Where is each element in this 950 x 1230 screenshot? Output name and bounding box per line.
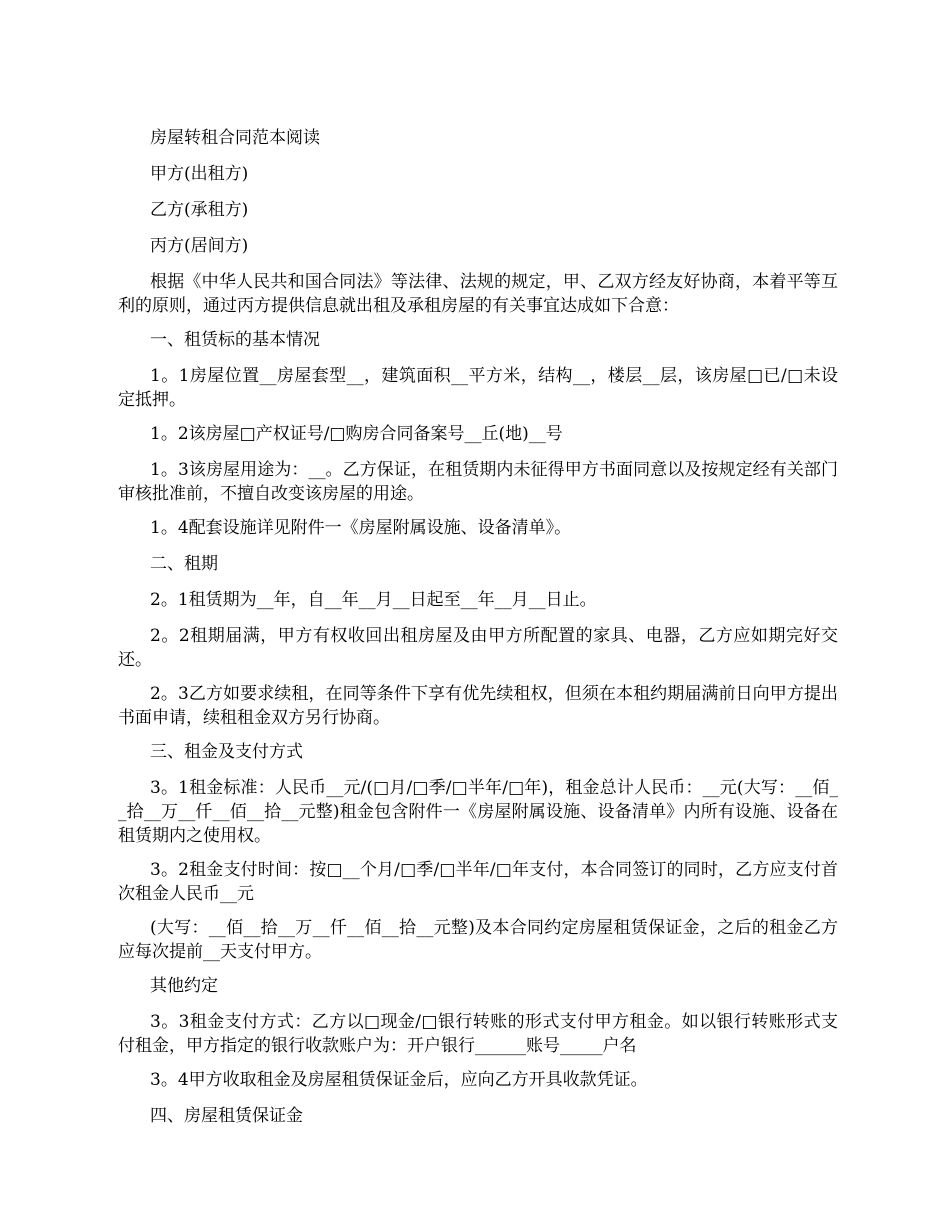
clause-3-1: 3。1租金标准：人民币__元/(□月/□季/□半年/□年)，租金总计人民币：__元(大写：__佰__拾__万__仟__佰__拾__元整)租金包含附件一《房屋附属设施、设备清单》内所有设施、设备在租赁期内之使用权。: [118, 778, 838, 846]
section-heading-2: 二、租期: [150, 554, 218, 574]
clause-1-3: 1。3该房屋用途为：__。乙方保证，在租赁期内未征得甲方书面同意以及按规定经有关部门审核批准前，不擅自改变该房屋的用途。: [118, 460, 838, 504]
clause-1-1: 1。1房屋位置__房屋套型__，建筑面积__平方米，结构__，楼层__层，该房屋□已/□未设定抵押。: [118, 366, 838, 410]
other-agreements-heading: 其他约定: [150, 976, 218, 996]
section-heading-3: 三、租金及支付方式: [150, 742, 303, 762]
section-heading-4: 四、房屋租赁保证金: [150, 1106, 303, 1126]
document-title: 房屋转租合同范本阅读: [150, 128, 320, 148]
clause-2-3: 2。3乙方如要求续租，在同等条件下享有优先续租权，但须在本租约期届满前日向甲方提出书面申请，续租租金双方另行协商。: [118, 684, 838, 728]
clause-3-2-continued: (大写：__佰__拾__万__仟__佰__拾__元整)及本合同约定房屋租赁保证金，之后的租金乙方应每次提前__天支付甲方。: [118, 918, 838, 962]
clause-2-1: 2。1租赁期为__年，自__年__月__日起至__年__月__日止。: [150, 590, 597, 610]
clause-1-2: 1。2该房屋□产权证号/□购房合同备案号__丘(地)__号: [150, 424, 563, 444]
party-c-line: 丙方(居间方): [150, 236, 249, 256]
party-b-line: 乙方(承租方): [150, 200, 249, 220]
clause-3-4: 3。4甲方收取租金及房屋租赁保证金后，应向乙方开具收款凭证。: [150, 1070, 648, 1090]
section-heading-1: 一、租赁标的基本情况: [150, 330, 320, 350]
clause-3-2: 3。2租金支付时间：按□__个月/□季/□半年/□年支付，本合同签订的同时，乙方应支付首次租金人民币__元: [118, 860, 838, 904]
clause-1-4: 1。4配套设施详见附件一《房屋附属设施、设备清单》。: [150, 518, 572, 538]
clause-2-2: 2。2租期届满，甲方有权收回出租房屋及由甲方所配置的家具、电器，乙方应如期完好交还。: [118, 626, 838, 670]
preamble-paragraph: 根据《中华人民共和国合同法》等法律、法规的规定，甲、乙双方经友好协商，本着平等互利的原则，通过丙方提供信息就出租及承租房屋的有关事宜达成如下合意：: [118, 272, 838, 316]
party-a-line: 甲方(出租方): [150, 164, 249, 184]
clause-3-3: 3。3租金支付方式：乙方以□现金/□银行转账的形式支付甲方租金。如以银行转账形式支付租金，甲方指定的银行收款账户为：开户银行______账号_____户名: [118, 1012, 838, 1056]
